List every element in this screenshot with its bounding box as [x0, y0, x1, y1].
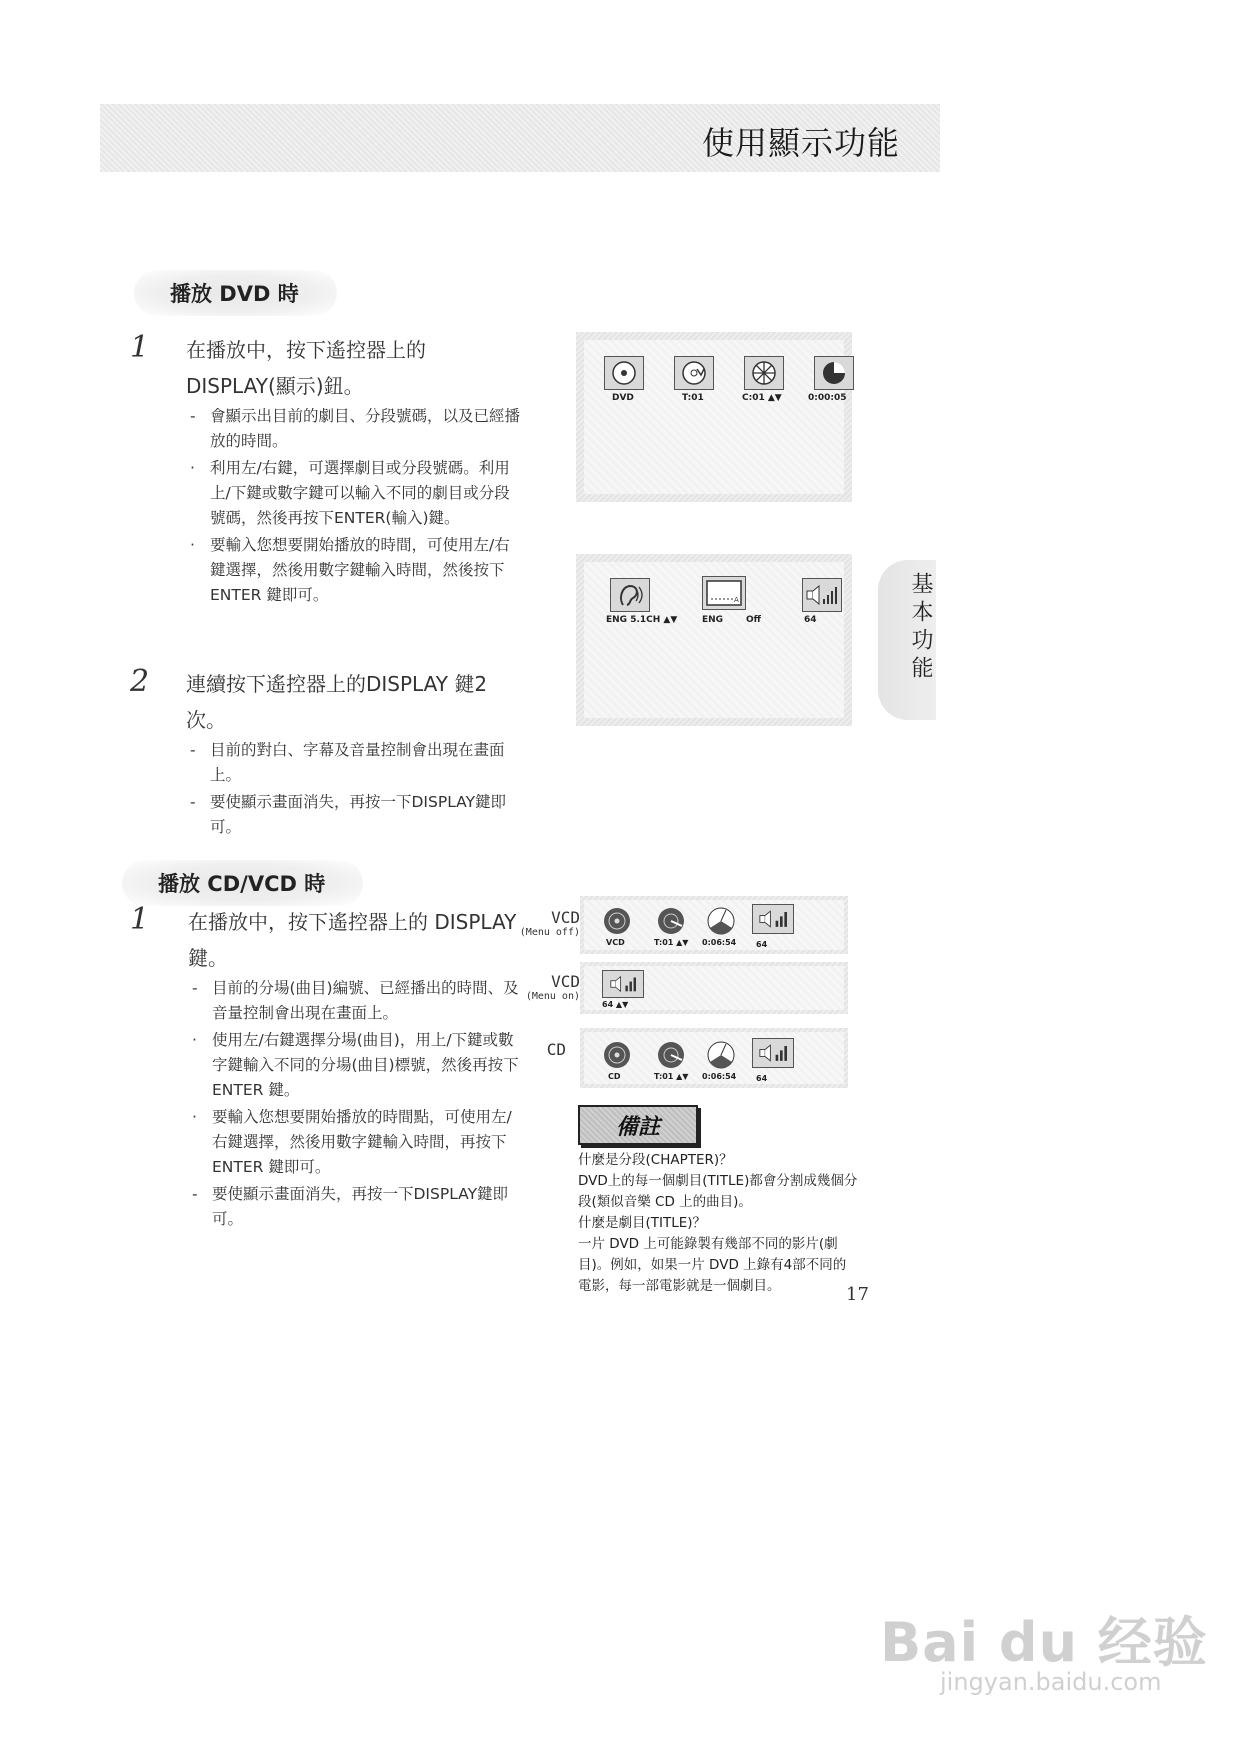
- screen-label: C:01 ▲▼: [742, 393, 782, 403]
- strip-label: 64: [756, 1074, 768, 1083]
- dvd-step1-number: 1: [130, 330, 150, 365]
- subtitle-icon: [702, 576, 746, 610]
- time-icon: [814, 356, 854, 390]
- screen-label: T:01: [682, 393, 704, 403]
- page-number: 17: [846, 1284, 869, 1305]
- dvd-display-screen-1: [576, 332, 852, 502]
- cd-step1-text: 在播放中，按下遙控器上的 DISPLAY 鍵。: [188, 910, 517, 970]
- cd-step1-number: 1: [130, 902, 150, 937]
- screen-label: 64: [804, 615, 817, 625]
- svg-text:A: A: [734, 596, 739, 604]
- mode-label-vcd-menu-off: VCD (Menu off): [519, 908, 580, 938]
- strip-label: 64 ▲▼: [602, 1000, 629, 1009]
- time-icon: [706, 906, 736, 936]
- dvd-step1-bullets: [190, 404, 520, 610]
- note-line: DVD上的每一個劇目(TITLE)都會分割成幾個分段(類似音樂 CD 上的曲目)。: [578, 1173, 858, 1210]
- strip-label: VCD: [606, 938, 625, 947]
- watermark-url: jingyan.baidu.com: [940, 1668, 1162, 1696]
- track-icon: [656, 1040, 686, 1070]
- dvd-step2-number: 2: [130, 664, 150, 699]
- page-title: 使用顯示功能: [701, 124, 900, 162]
- strip-label: CD: [608, 1072, 621, 1081]
- bullet-item: · 使用左/右鍵選擇分場(曲目)，用上/下鍵或數字鍵輸入不同的分場(曲目)標號，然後再按下 ENTER 鍵。: [192, 1031, 519, 1099]
- bullet-item: - 目前的對白、字幕及音量控制會出現在畫面上。: [190, 741, 505, 784]
- note-title-box: [578, 1105, 698, 1145]
- vcd-menu-off-strip: [580, 896, 848, 954]
- cd-step1-bullets: [192, 976, 526, 1234]
- strip-label: T:01 ▲▼: [654, 938, 689, 947]
- bullet-item: - 會顯示出目前的劇目、分段號碼，以及已經播放的時間。: [190, 407, 521, 450]
- watermark-logo: Bai du 经验: [880, 1611, 1208, 1674]
- note-line: 一片 DVD 上可能錄製有幾部不同的影片(劇目)。例如，如果一片 DVD 上錄有4部不同的電影，每一部電影就是一個劇目。: [578, 1236, 847, 1294]
- bullet-item: - 要使顯示畫面消失，再按一下DISPLAY鍵即可。: [192, 1185, 509, 1228]
- side-tab: [878, 560, 936, 720]
- dvd-step2-bullets: [190, 738, 520, 842]
- disc-icon: [602, 1040, 632, 1070]
- side-tab-label: 基本功能: [908, 572, 933, 684]
- dvd-step1-text: 在播放中，按下遙控器上的 DISPLAY(顯示)鈕。: [186, 338, 426, 398]
- bullet-item: · 利用左/右鍵，可選擇劇目或分段號碼。利用上/下鍵或數字鍵可以輸入不同的劇目或分段號碼，然後再按下ENTER(輸入)鍵。: [190, 459, 510, 527]
- mode-label-cd: CD: [546, 1040, 566, 1059]
- screen-label: 0:00:05: [808, 393, 847, 403]
- note-text: [578, 1150, 858, 1297]
- vcd-menu-on-strip: [580, 962, 848, 1014]
- time-icon: [706, 1040, 736, 1070]
- volume-icon: [752, 904, 794, 934]
- bullet-item: - 目前的分場(曲目)編號、已經播出的時間、及音量控制會出現在畫面上。: [192, 979, 519, 1022]
- strip-label: 0:06:54: [702, 938, 737, 947]
- screen-label: DVD: [612, 393, 634, 403]
- disc-icon: [604, 356, 644, 390]
- bullet-item: · 要輸入您想要開始播放的時間點，可使用左/右鍵選擇，然後用數字鍵輸入時間，再按下 ENTER 鍵即可。: [192, 1108, 512, 1176]
- track-icon: [656, 906, 686, 936]
- strip-label: T:01 ▲▼: [654, 1072, 689, 1081]
- bullet-item: - 要使顯示畫面消失，再按一下DISPLAY鍵即可。: [190, 793, 507, 836]
- disc-icon: [602, 906, 632, 936]
- note-title: 備註: [615, 1115, 660, 1140]
- bullet-item: · 要輸入您想要開始播放的時間，可使用左/右鍵選擇，然後用數字鍵輸入時間，然後按下 ENTER 鍵即可。: [190, 536, 510, 604]
- dvd-section-heading: 播放 DVD 時: [134, 270, 337, 316]
- header-band: [100, 104, 940, 172]
- dvd-step2-text: 連續按下遙控器上的DISPLAY 鍵2次。: [186, 672, 488, 732]
- volume-icon: [802, 578, 842, 612]
- chapter-icon: [744, 356, 784, 390]
- dvd-display-screen-2: [576, 554, 852, 726]
- volume-icon: [752, 1038, 794, 1068]
- mode-label-vcd-menu-on: VCD (Menu on): [525, 972, 580, 1002]
- screen-label: ENG: [702, 615, 724, 625]
- cd-section-heading: 播放 CD/VCD 時: [122, 860, 363, 906]
- screen-label: ENG 5.1CH ▲▼: [606, 615, 678, 625]
- audio-icon: [610, 578, 650, 612]
- cd-strip: [580, 1028, 848, 1088]
- volume-icon: [602, 970, 644, 998]
- title-disc-icon: [674, 356, 714, 390]
- note-line: 什麼是劇目(TITLE)？: [578, 1215, 707, 1231]
- note-line: 什麼是分段(CHAPTER)？: [578, 1152, 733, 1168]
- strip-label: 64: [756, 940, 768, 949]
- strip-label: 0:06:54: [702, 1072, 737, 1081]
- screen-label: Off: [746, 615, 761, 625]
